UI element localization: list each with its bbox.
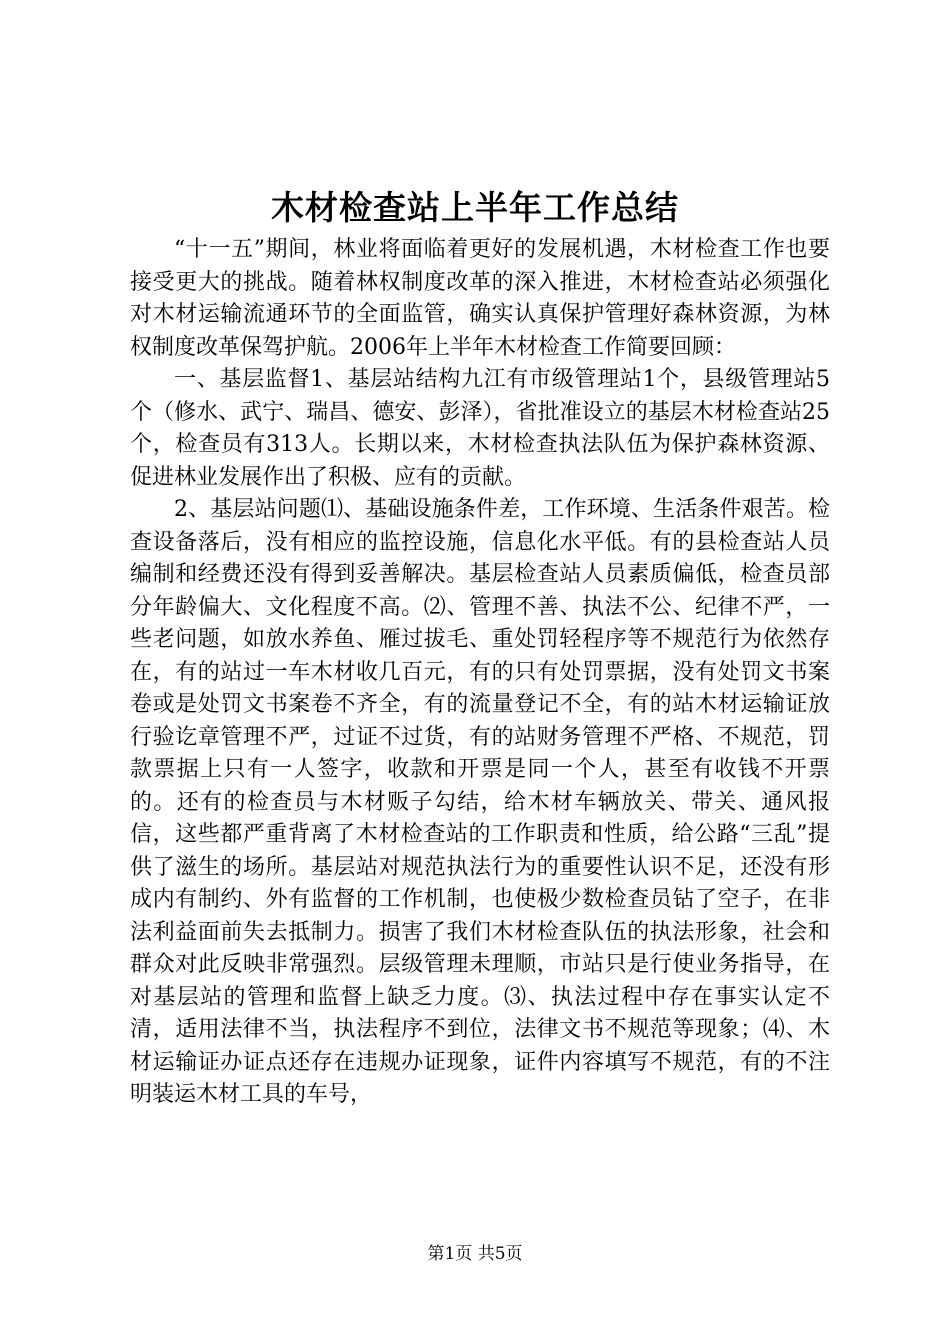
document-title: 木材检查站上半年工作总结 [271,188,679,227]
paragraph-section-2: 2、基层站问题⑴、基础设施条件差，工作环境、生活条件艰苦。检查设备落后，没有相应的监控设施，信息化水平低。有的县检查站人员编制和经费还没有得到妥善解决。基层检查站人员素质偏低，检查员部分年龄偏大、文化程度不高。⑵、管理不善、执法不公、纪律不严，一些老问题，如放水养鱼、雁过拔毛、重处罚轻程序等不规范行为依然存在，有的站过一车木材收几百元，有的只有处罚票据，没有处罚文书案卷或是处罚文书案卷不齐全，有的流量登记不全，有的站木材运输证放行验讫章管理不严，过证不过货，有的站财务管理不严格、不规范，罚款票据上只有一人签字，收款和开票是同一个人，甚至有收钱不开票的。还有的检查员与木材贩子勾结，给木材车辆放关、带关、通风报信，这些都严重背离了木材检查站的工作职责和性质，给公路“三乱”提供了滋生的场所。基层站对规范执法行为的重要性认识不足，还没有形成内有制约、外有监督的工作机制，也使极少数检查员钻了空子，在非法利益面前失去抵制力。损害了我们木材检查队伍的执法形象，社会和群众对此反映非常强烈。层级管理未理顺，市站只是行使业务指导，在对基层站的管理和监督上缺乏力度。⑶、执法过程中存在事实认定不清，适用法律不当，执法程序不到位，法律文书不规范等现象；⑷、木材运输证办证点还存在违规办证现象，证件内容填写不规范，有的不注明装运木材工具的车号， [130,497,830,1107]
paragraph-section-1: 一、基层监督1、基层站结构九江有市级管理站1个，县级管理站5个（修水、武宁、瑞昌、德安、彭泽），省批准设立的基层木材检查站25个，检查员有313人。长期以来，木材检查执法队伍为保护森林资源、促进林业发展作出了积极、应有的贡献。 [130,367,830,490]
page-footer: 第1页 共5页 [427,1244,523,1264]
paragraph-intro: “十一五”期间，林业将面临着更好的发展机遇，木材检查工作也要接受更大的挑战。随着林权制度改革的深入推进，木材检查站必须强化对木材运输流通环节的全面监管，确实认真保护管理好森林资源，为林权制度改革保驾护航。2006年上半年木材检查工作简要回顾： [130,237,830,360]
document-body [130,234,830,1112]
